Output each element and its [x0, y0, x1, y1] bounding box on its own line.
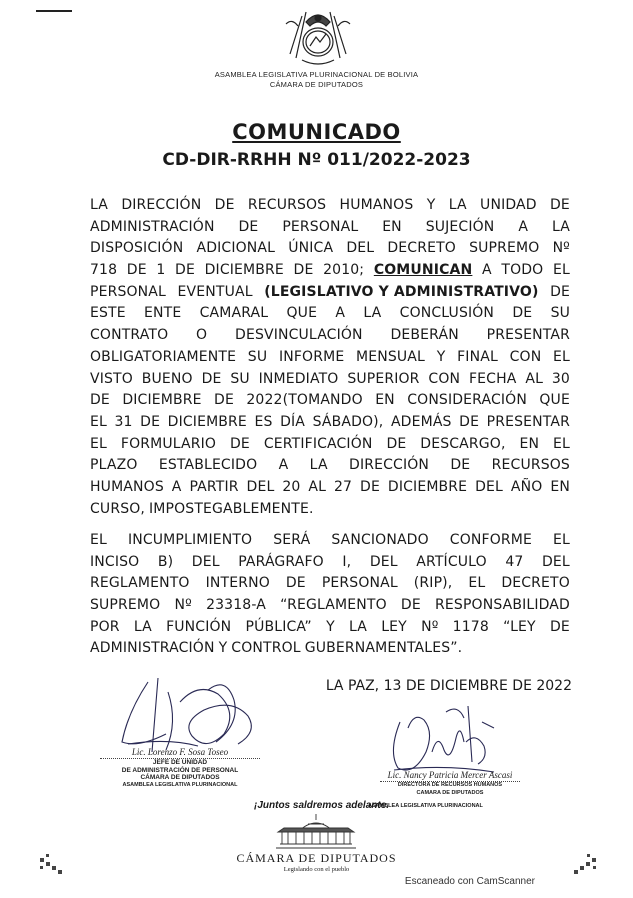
word: EL	[553, 348, 570, 365]
word: EN	[382, 218, 402, 235]
chamber-name: CÁMARA DE DIPUTADOS	[269, 80, 364, 89]
word: A	[482, 262, 492, 279]
word: ARTÍCULO	[416, 553, 487, 570]
word: CURSO,	[90, 500, 146, 517]
word: Y	[326, 618, 335, 635]
word: INCISO	[90, 553, 140, 570]
word: CONSIDERACIÓN	[407, 392, 527, 409]
word: GUBERNAMENTALES”.	[304, 640, 463, 657]
signatory-2-role-2: CAMARA DE DIPUTADOS	[416, 789, 484, 796]
word: FORMULARIO	[120, 435, 217, 452]
footer-chamber-name: CÁMARA DE DIPUTADOS	[236, 851, 397, 865]
word: PRESENTAR	[486, 327, 570, 344]
text-line	[90, 455, 570, 477]
word: DE	[201, 370, 222, 387]
word: AL	[525, 370, 544, 387]
text-line	[90, 552, 570, 574]
word: SU	[230, 370, 250, 387]
word: ÚNICA	[288, 240, 334, 257]
word: SERÁ	[273, 532, 311, 548]
word: DESVINCULACIÓN	[235, 327, 363, 344]
word: ENTE	[144, 305, 182, 322]
word: DE	[230, 435, 250, 452]
paragraph-2	[90, 530, 570, 660]
word: (RIP),	[413, 575, 453, 592]
word: Nº	[552, 240, 570, 257]
word: ADEMÁS	[390, 413, 452, 430]
word: AL	[308, 478, 327, 495]
word: LA	[309, 457, 328, 474]
word: LA	[348, 618, 367, 635]
word: SANCIONADO	[331, 532, 429, 548]
word: “REGLAMENTO	[280, 597, 387, 614]
word: 30	[551, 370, 570, 387]
signatory-2-name: Lic. Nancy Patricia Mercer Ascasi	[380, 770, 520, 782]
text-line	[90, 195, 570, 217]
signatory-1-name: Lic. Lorenzo F. Sosa Toseo	[100, 747, 260, 759]
word: LA	[133, 618, 152, 635]
word: EN	[375, 392, 395, 409]
document-title: COMUNICADO	[232, 120, 401, 144]
slogan: ¡Juntos saldremos adelante.	[254, 800, 390, 811]
word: DIRECCIÓN	[349, 457, 430, 474]
text-line	[90, 573, 570, 595]
word: DICIEMBRE	[204, 262, 284, 279]
text-line	[90, 434, 570, 456]
word: Y	[436, 348, 446, 365]
signature-2-scribble	[384, 702, 502, 780]
word: ES	[254, 413, 273, 430]
word: DICIEMBRE	[387, 478, 468, 495]
text-line	[90, 499, 570, 521]
corner-pattern-left-icon	[38, 852, 70, 878]
word: EL	[468, 575, 486, 592]
word: DE	[360, 478, 380, 495]
text-line	[90, 325, 570, 347]
word: PERSONAL	[90, 283, 166, 300]
word: POR	[90, 618, 120, 635]
word: RESPONSABILIDAD	[435, 597, 570, 614]
word: DE	[214, 392, 234, 409]
word: SU	[247, 348, 268, 365]
word: DEL	[346, 240, 375, 257]
signatory-1-role-2: DE ADMINISTRACIÓN DE PERSONAL	[121, 766, 239, 774]
word: DE	[293, 262, 314, 279]
signatory-2-block	[380, 770, 520, 797]
word: INCUMPLIMIENTO	[127, 532, 253, 548]
bolivia-coat-of-arms-icon	[282, 4, 354, 68]
parliament-building-icon	[268, 812, 364, 852]
word: CAMARAL	[199, 305, 269, 322]
word: EL	[553, 435, 570, 452]
word: 47	[505, 553, 524, 570]
word: DE	[140, 413, 161, 430]
word: EN	[519, 435, 540, 452]
word: SUPREMO	[469, 240, 540, 257]
word: LA	[448, 197, 467, 213]
text-line	[90, 530, 570, 552]
word: SU	[550, 305, 570, 322]
word: 1178	[452, 618, 489, 635]
word: Y	[218, 640, 228, 657]
word: VISTO	[90, 370, 133, 387]
word: RECURSOS	[247, 197, 327, 213]
text-line	[90, 390, 570, 412]
word: PÚBLICA”	[245, 618, 312, 635]
institution-name: ASAMBLEA LEGISLATIVA PLURINACIONAL DE BOLIVIA	[214, 70, 419, 79]
word: 23318-A	[206, 597, 266, 614]
word: (LEGISLATIVO Y ADMINISTRATIVO)	[264, 283, 539, 300]
word: Nº	[174, 597, 192, 614]
word: Y	[426, 197, 436, 213]
word: PLAZO	[90, 457, 138, 474]
place-date: LA PAZ, 13 DE DICIEMBRE DE 2022	[325, 678, 572, 694]
word: ESTE	[90, 305, 126, 322]
word: ADICIONAL	[196, 240, 276, 257]
word: A	[518, 218, 529, 235]
word: DE	[285, 575, 306, 592]
word: DEBERÁN	[390, 327, 459, 344]
word: LA	[551, 218, 570, 235]
word: DE	[214, 197, 235, 213]
word: CONTRATO	[90, 327, 169, 344]
word: DE	[126, 262, 147, 279]
word: LEY	[381, 618, 407, 635]
word: DIRECCIÓN	[121, 197, 202, 213]
word: EL	[552, 262, 570, 279]
footer-motto: Legislando con el pueblo	[283, 866, 350, 873]
word: SUJECIÓN	[425, 218, 495, 235]
word: 20	[282, 478, 301, 495]
text-line	[90, 260, 570, 282]
word: DE	[512, 305, 533, 322]
signatory-1-role-4: ASAMBLEA LEGISLATIVA PLURINACIONAL	[122, 781, 238, 788]
word: 718	[90, 262, 118, 279]
word: RECURSOS	[491, 457, 570, 474]
signatory-2-role-1: DIRECTORA DE RECURSOS HUMANOS	[397, 782, 503, 788]
word: EN	[550, 478, 570, 495]
word: DE	[550, 197, 570, 213]
signatory-1-role-3: CÁMARA DE DIPUTADOS	[140, 774, 220, 781]
word: EL	[90, 532, 107, 548]
text-line	[90, 412, 570, 434]
word: A	[335, 305, 346, 322]
word: 1	[156, 262, 166, 279]
word: FUNCIÓN	[166, 618, 232, 635]
word: A	[278, 457, 289, 474]
word: UNIDAD	[480, 197, 537, 213]
word: BUENO	[141, 370, 193, 387]
text-line	[90, 347, 570, 369]
word: SUPERIOR	[347, 370, 420, 387]
text-line	[90, 303, 570, 325]
word: DEL	[246, 478, 275, 495]
word: OBLIGATORIAMENTE	[90, 348, 237, 365]
text-line	[90, 638, 570, 660]
word: INMEDIATO	[258, 370, 339, 387]
word: O	[196, 327, 208, 344]
word: 2022(TOMANDO	[246, 392, 363, 409]
word: CON	[509, 348, 542, 365]
word: PRESENTAR	[486, 413, 570, 430]
text-line	[90, 217, 570, 239]
signatory-2-role-3: ASAMBLEA LEGISLATIVA PLURINACIONAL	[368, 803, 483, 809]
word: PERSONAL	[321, 575, 398, 592]
corner-pattern-right-icon	[566, 852, 598, 878]
word: CON	[428, 370, 461, 387]
word: DE	[459, 413, 480, 430]
word: DE	[400, 597, 421, 614]
text-line	[90, 595, 570, 617]
paragraph-1	[90, 195, 570, 520]
word: B)	[157, 553, 174, 570]
word: INTERNO	[205, 575, 270, 592]
word: DÍA	[280, 413, 306, 430]
text-line	[90, 477, 570, 499]
word: HUMANOS	[90, 478, 164, 495]
word: DEL	[542, 553, 570, 570]
word: TODO	[501, 262, 544, 279]
word: “LEY	[503, 618, 536, 635]
word: ADMINISTRACIÓN	[90, 218, 215, 235]
word: DE	[386, 435, 407, 452]
word: 2010;	[323, 262, 365, 279]
word: PARÁGRAFO	[238, 553, 324, 570]
word: DECRETO	[387, 240, 456, 257]
word: DICIEMBRE	[122, 392, 202, 409]
word: LA	[363, 305, 382, 322]
word: LA	[90, 197, 108, 213]
word: SÁBADO),	[312, 413, 384, 430]
word: DE	[175, 262, 195, 279]
word: INFORME	[278, 348, 345, 365]
word: EL	[90, 413, 107, 430]
word: QUE	[539, 392, 570, 409]
word: FINAL	[457, 348, 498, 365]
word: FECHA	[468, 370, 517, 387]
word: 31	[114, 413, 133, 430]
word: 27	[334, 478, 353, 495]
word: Nº	[421, 618, 439, 635]
word: CONTROL	[231, 640, 301, 657]
word: PARTIR	[189, 478, 239, 495]
word: EL	[90, 435, 107, 452]
word: DISPOSICIÓN	[90, 240, 184, 257]
word: DE	[549, 618, 570, 635]
text-line	[90, 282, 570, 304]
word: I,	[342, 553, 352, 570]
word: REGLAMENTO	[90, 575, 190, 592]
signatory-1-role-1: JEFE DE UNIDAD	[152, 759, 208, 766]
word: QUE	[286, 305, 318, 322]
word: ESTABLECIDO	[158, 457, 258, 474]
top-rule	[36, 10, 72, 12]
word: DE	[90, 392, 110, 409]
word: DECRETO	[501, 575, 570, 592]
document-code: CD-DIR-RRHH Nº 011/2022-2023	[162, 150, 471, 170]
signatory-1-block	[100, 747, 260, 789]
word: DE	[550, 283, 570, 300]
word: DE	[450, 457, 471, 474]
word: CONCLUSIÓN	[399, 305, 495, 322]
word: PERSONAL	[282, 218, 359, 235]
word: CERTIFICACIÓN	[263, 435, 373, 452]
word: COMUNICAN	[373, 262, 473, 279]
word: ADMINISTRACIÓN	[90, 640, 215, 657]
word: CONFORME	[449, 532, 532, 548]
text-line	[90, 369, 570, 391]
scanner-watermark: Escaneado con CamScanner	[404, 876, 535, 887]
word: SUPREMO	[90, 597, 161, 614]
word: HUMANOS	[339, 197, 414, 213]
word: DICIEMBRE	[167, 413, 247, 430]
word: DEL	[475, 478, 503, 495]
word: DE	[238, 218, 259, 235]
word: EVENTUAL	[177, 283, 253, 300]
word: A	[171, 478, 182, 495]
text-line	[90, 238, 570, 260]
word: EL	[553, 532, 570, 548]
text-line	[90, 617, 570, 639]
word: AÑO	[510, 478, 543, 495]
word: DEL	[191, 553, 220, 570]
word: DEL	[369, 553, 398, 570]
word: DESCARGO,	[420, 435, 506, 452]
word: MENSUAL	[356, 348, 425, 365]
word: IMPOSTEGABLEMENTE.	[149, 500, 314, 517]
